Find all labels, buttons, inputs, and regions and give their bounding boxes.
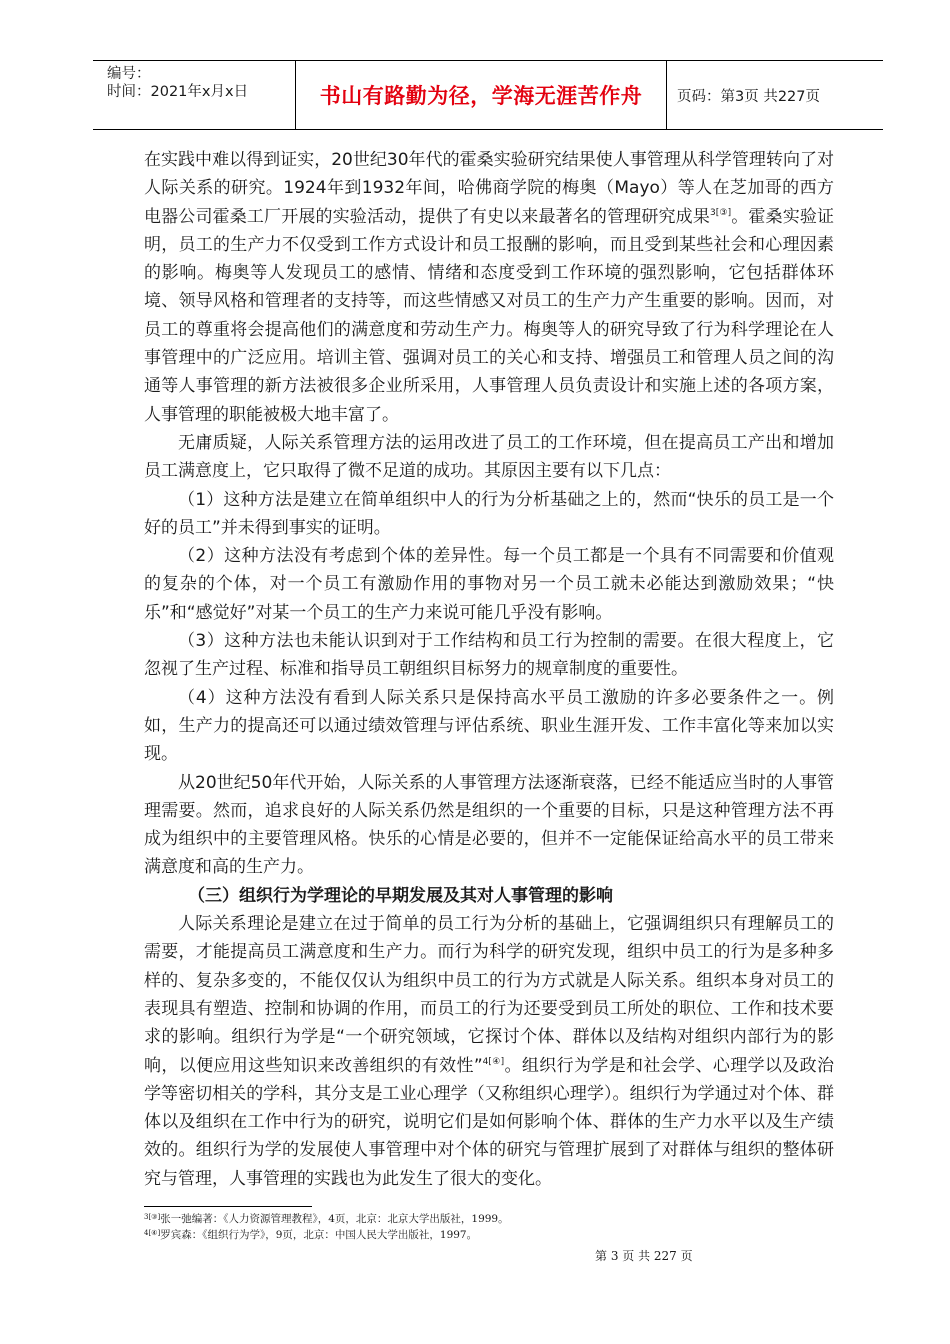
footnote-ref-4[interactable]: 4[④] — [482, 1056, 505, 1067]
footnote-1-mark: 3[③] — [144, 1213, 161, 1221]
paragraph-1 — [144, 146, 834, 429]
list-item-3: （3）这种方法也未能认识到对于工作结构和员工行为控制的需要。在很大程度上，它忽视了生产过程、标准和指导员工朝组织目标努力的规章制度的重要性。 — [144, 631, 834, 680]
document-body — [144, 146, 834, 1193]
footnote-ref-3[interactable]: 3[③] — [709, 207, 732, 218]
footnote-2 — [144, 1228, 477, 1242]
paragraph-2: 无庸质疑，人际关系管理方法的运用改进了员工的工作环境，但在提高员工产出和增加员工满意度上，它只取得了微不足道的成功。其原因主要有以下几点： — [144, 432, 834, 482]
paragraph-7: 从20世纪50年代开始，人际关系的人事管理方法逐渐衰落，已经不能适应当时的人事管理需要。然而，追求良好的人际关系仍然是组织的一个重要的目标，只是这种管理方法不再成为组织中的主要管理风格。快乐的心情是必要的，但并不一定能保证给高水平的员工带来满意度和高的生产力。 — [144, 772, 834, 878]
list-item-4: （4）这种方法没有看到人际关系只是保持高水平员工激励的许多必要条件之一。例如，生产力的提高还可以通过绩效管理与评估系统、职业生涯开发、工作丰富化等来加以实现。 — [144, 687, 834, 765]
footnote-2-text: 罗宾森：《组织行为学》，9页，北京：中国人民大学出版社，1997。 — [160, 1229, 478, 1241]
footer-page-number: 第 3 页 共 227 页 — [595, 1249, 693, 1263]
list-item-1: （1）这种方法是建立在简单组织中人的行为分析基础之上的，然而“快乐的员工是一个好的员工”并未得到事实的证明。 — [144, 489, 834, 538]
paragraph-1-text-a: 在实践中难以得到证实，20世纪30年代的霍桑实验研究结果使人事管理从科学管理转向了对人际关系的研究。1924年到1932年间，哈佛商学院的梅奥（Mayo）等人在芝加哥的西方电器公司霍桑工厂开展的实验活动，提供了有史以来最著名的管理研究成果 — [144, 150, 834, 227]
header-code-label: 编号： — [107, 66, 151, 82]
paragraph-1-text-b: 。霍桑实验证明，员工的生产力不仅受到工作方式设计和员工报酬的影响，而且受到某些社会和心理因素的影响。梅奥等人发现员工的感情、情绪和态度受到工作环境的强烈影响，它包括群体环境、领导风格和管理者的支持等，而这些情感又对员工的生产力产生重要的影响。因而，对员工的尊重将会提高他们的满意度和劳动生产力。梅奥等人的研究导致了行为科学理论在人事管理中的广泛应用。培训主管、强调对员工的关心和支持、增强员工和管理人员之间的沟通等人事管理的新方法被很多企业所采用，人事管理人员负责设计和实施上述的各项方案，人事管理的职能被极大地丰富了。 — [144, 206, 834, 425]
footnote-2-mark: 4[④] — [144, 1229, 161, 1237]
footnote-1 — [144, 1212, 509, 1226]
header-page-label: 页码：第3页 共227页 — [677, 88, 821, 105]
header-time-label: 时间：2021年x月x日 — [107, 84, 249, 100]
header-motto: 书山有路勤为径，学海无涯苦作舟 — [295, 61, 667, 129]
header-meta — [93, 61, 295, 129]
paragraph-8-text-b: 。组织行为学是和社会学、心理学以及政治学等密切相关的学科，其分支是工业心理学（又称组织心理学）。组织行为学通过对个体、群体以及组织在工作中行为的研究，说明它们是如何影响个体、群体的生产力水平以及生产绩效的。组织行为学的发展使人事管理中对个体的研究与管理扩展到了对群体与组织的整体研究与管理，人事管理的实践也为此发生了很大的变化。 — [144, 1055, 835, 1189]
footnote-1-text: 张一弛编著：《人力资源管理教程》，4页，北京：北京大学出版社，1999。 — [160, 1213, 509, 1225]
section-heading: （三）组织行为学理论的早期发展及其对人事管理的影响 — [188, 885, 613, 906]
page-header — [93, 60, 883, 130]
list-item-2: （2）这种方法没有考虑到个体的差异性。每一个员工都是一个具有不同需要和价值观的复杂的个体，对一个员工有激励作用的事物对另一个员工就未必能达到激励效果；“快乐”和“感觉好”对某一个员工的生产力来说可能几乎没有影响。 — [144, 546, 834, 623]
footnote-divider — [144, 1206, 312, 1207]
paragraph-8-text-a: 人际关系理论是建立在过于简单的员工行为分析的基础上，它强调组织只有理解员工的需要，才能提高员工满意度和生产力。而行为科学的研究发现，组织中员工的行为是多种多样的、复杂多变的，不能仅仅认为组织中员工的行为方式就是人际关系。组织本身对员工的表现具有塑造、控制和协调的作用，而员工的行为还要受到员工所处的职位、工作和技术要求的影响。组织行为学是“一个研究领域，它探讨个体、群体以及结构对组织内部行为的影响，以便应用这些知识来改善组织的有效性” — [144, 914, 834, 1076]
paragraph-8 — [144, 910, 834, 1193]
